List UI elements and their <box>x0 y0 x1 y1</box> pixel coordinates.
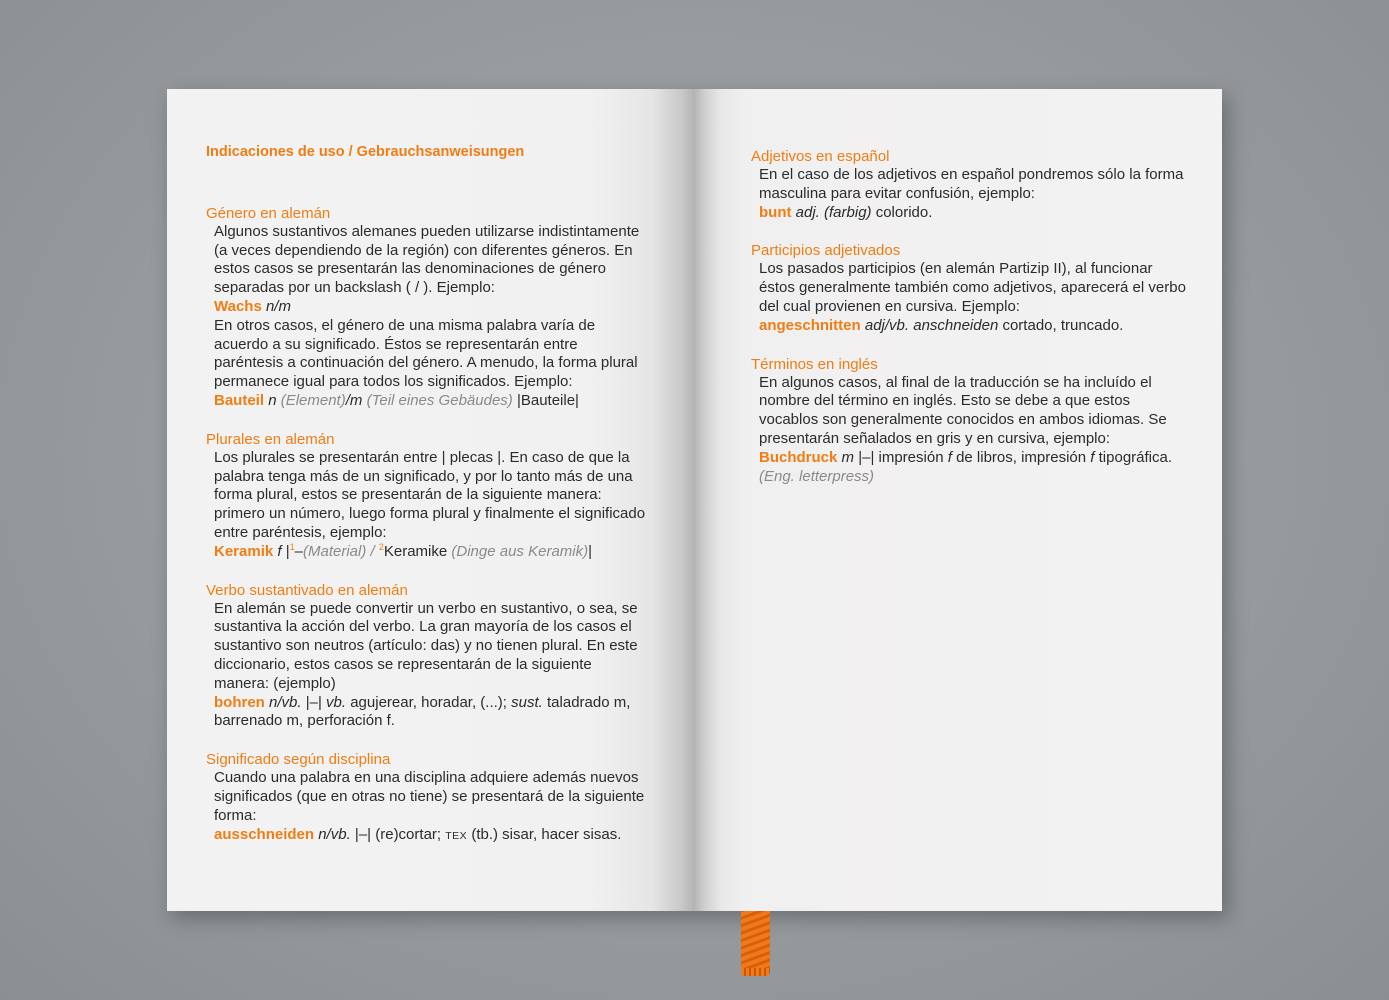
section-heading: Significado según disciplina <box>206 751 391 769</box>
right-page <box>695 89 1222 911</box>
example-line <box>214 694 646 732</box>
translation: de libros, impresión <box>956 448 1087 466</box>
grammar-label: m <box>349 391 363 409</box>
section-terminos-ingles <box>751 355 1191 487</box>
bookmark-ribbon <box>741 905 770 972</box>
grammar-label: n/vb. <box>318 825 351 843</box>
section-body <box>206 449 646 562</box>
paragraph: En alemán se puede convertir un verbo en sustantivo, o sea, se sustantiva la acción del verbo. La gran mayoría de los casos el sustantivo son neutros (artículo: das) y no tienen plural. En este diccionario, estos casos se representarán de la siguiente manera: (ejemplo) <box>214 599 638 692</box>
plural-form: |–| <box>858 448 875 466</box>
section-heading: Verbo sustantivado en alemán <box>206 581 408 599</box>
section-body <box>206 769 646 845</box>
section-heading: Participios adjetivados <box>751 242 901 260</box>
entry-term: ausschneiden <box>214 825 315 843</box>
meaning-note: (Element) <box>280 391 346 409</box>
separator: / <box>345 391 350 409</box>
section-verbo <box>206 581 646 732</box>
discipline-label: TEX <box>445 829 468 842</box>
translation: taladrado m, barrenado m, perforación f. <box>214 693 631 730</box>
grammar-label: sust. <box>511 693 543 711</box>
section-participios <box>751 241 1191 335</box>
entry-term: bohren <box>214 693 265 711</box>
section-plurales <box>206 430 646 562</box>
meaning-note: (Material) <box>302 542 367 560</box>
grammar-label: adj/vb. anschneiden <box>864 316 999 334</box>
entry-term: angeschnitten <box>759 316 861 334</box>
section-heading: Plurales en alemán <box>206 430 335 448</box>
example-line <box>759 449 1191 487</box>
example-line <box>214 298 646 317</box>
grammar-label: m <box>841 448 855 466</box>
section-body <box>751 260 1191 335</box>
grammar-label: n <box>268 391 277 409</box>
entry-term: Keramik <box>214 542 274 560</box>
plural-form: |–| <box>354 825 372 843</box>
meaning-number: 2 <box>378 541 384 552</box>
grammar-label: f <box>947 448 952 466</box>
section-adjetivos <box>751 147 1191 222</box>
grammar-label: f <box>277 542 282 560</box>
plural-form: |–| <box>305 693 322 711</box>
section-heading: Género en alemán <box>206 204 331 222</box>
paragraph: En el caso de los adjetivos en español pondremos sólo la forma masculina para evitar confusión, ejemplo: <box>759 166 1184 202</box>
section-body <box>751 166 1191 222</box>
plural-form: Keramike <box>383 542 448 560</box>
paragraph: Algunos sustantivos alemanes pueden utilizarse indistintamente (a veces dependiendo de la región) con diferentes géneros. En estos casos se presentarán las denominaciones de género separadas por un backslash ( / ). Ejemplo: <box>214 222 640 297</box>
right-page-content <box>751 147 1191 505</box>
grammar-label: n/m <box>265 297 291 315</box>
translation: agujerear, horadar, (...); <box>350 693 507 711</box>
translation: colorido. <box>875 203 933 221</box>
plural-dash: – <box>294 542 303 560</box>
grammar-label: f <box>1090 448 1095 466</box>
meaning-note: (farbig) <box>824 203 872 221</box>
meaning-note: (Teil eines Gebäudes) <box>366 391 513 409</box>
paragraph: En algunos casos, al final de la traducción se ha incluído el nombre del término en inglés. Esto se debe a que estos vocablos son generalmente conocidos en ambos idiomas. Se presentarán señalados en gris y en cursiva, ejemplo: <box>759 373 1167 447</box>
plural-form: |Bauteile| <box>516 391 579 409</box>
grammar-label: n/vb. <box>269 693 302 711</box>
left-page <box>167 89 695 911</box>
entry-term: Wachs <box>214 297 262 315</box>
translation: (re)cortar; <box>375 825 442 843</box>
paragraph: Los plurales se presentarán entre | plecas |. En caso de que la palabra tenga más de un significado, y por lo tanto más de una forma plural, estos se presentarán de la siguiente manera: primero un número, luego forma plural y finalmente el significado entre paréntesis, ejemplo: <box>214 448 646 541</box>
translation: cortado, truncado. <box>1002 316 1124 334</box>
example-line <box>759 317 1191 336</box>
example-line <box>759 204 1191 223</box>
plural-open: | <box>285 542 290 560</box>
page-title: Indicaciones de uso / Gebrauchsanweisungen <box>206 144 525 160</box>
open-book <box>167 89 1222 911</box>
paragraph: Cuando una palabra en una disciplina adquiere además nuevos significados (que en otras no tiene) se presentará de la siguiente forma: <box>214 769 645 824</box>
entry-term: Buchdruck <box>759 448 838 466</box>
translation: impresión <box>878 448 944 466</box>
meaning-number: 1 <box>289 541 295 552</box>
section-heading: Términos en inglés <box>751 355 878 373</box>
section-body <box>206 223 646 411</box>
translation: tipográfica. <box>1098 448 1173 466</box>
entry-term: bunt <box>759 203 792 221</box>
section-genero <box>206 204 646 411</box>
plural-close: | <box>588 542 593 560</box>
entry-term: Bauteil <box>214 391 265 409</box>
paragraph: En otros casos, el género de una misma palabra varía de acuerdo a su significado. Éstos se representarán entre paréntesis a continuación del género. A menudo, la forma plural permanece igual para todos los significados. Ejemplo: <box>214 316 638 391</box>
grammar-label: adj. <box>795 203 820 221</box>
section-body <box>206 600 646 732</box>
section-body <box>751 374 1191 487</box>
paragraph: Los pasados participios (en alemán Partizip II), al funcionar éstos generalmente también como adjetivos, aparecerá el verbo del cual provienen en cursiva. Ejemplo: <box>759 260 1186 315</box>
left-page-content <box>206 143 646 864</box>
section-heading: Adjetivos en español <box>751 148 890 165</box>
separator: / <box>370 542 375 560</box>
section-disciplina <box>206 750 646 845</box>
example-line <box>214 826 646 846</box>
example-line <box>214 392 646 411</box>
english-term: (Eng. letterpress) <box>759 467 875 485</box>
grammar-label: vb. <box>326 693 347 711</box>
translation: (tb.) sisar, hacer sisas. <box>471 825 622 843</box>
meaning-note: (Dinge aus Keramik) <box>451 542 589 560</box>
example-line <box>214 543 646 562</box>
